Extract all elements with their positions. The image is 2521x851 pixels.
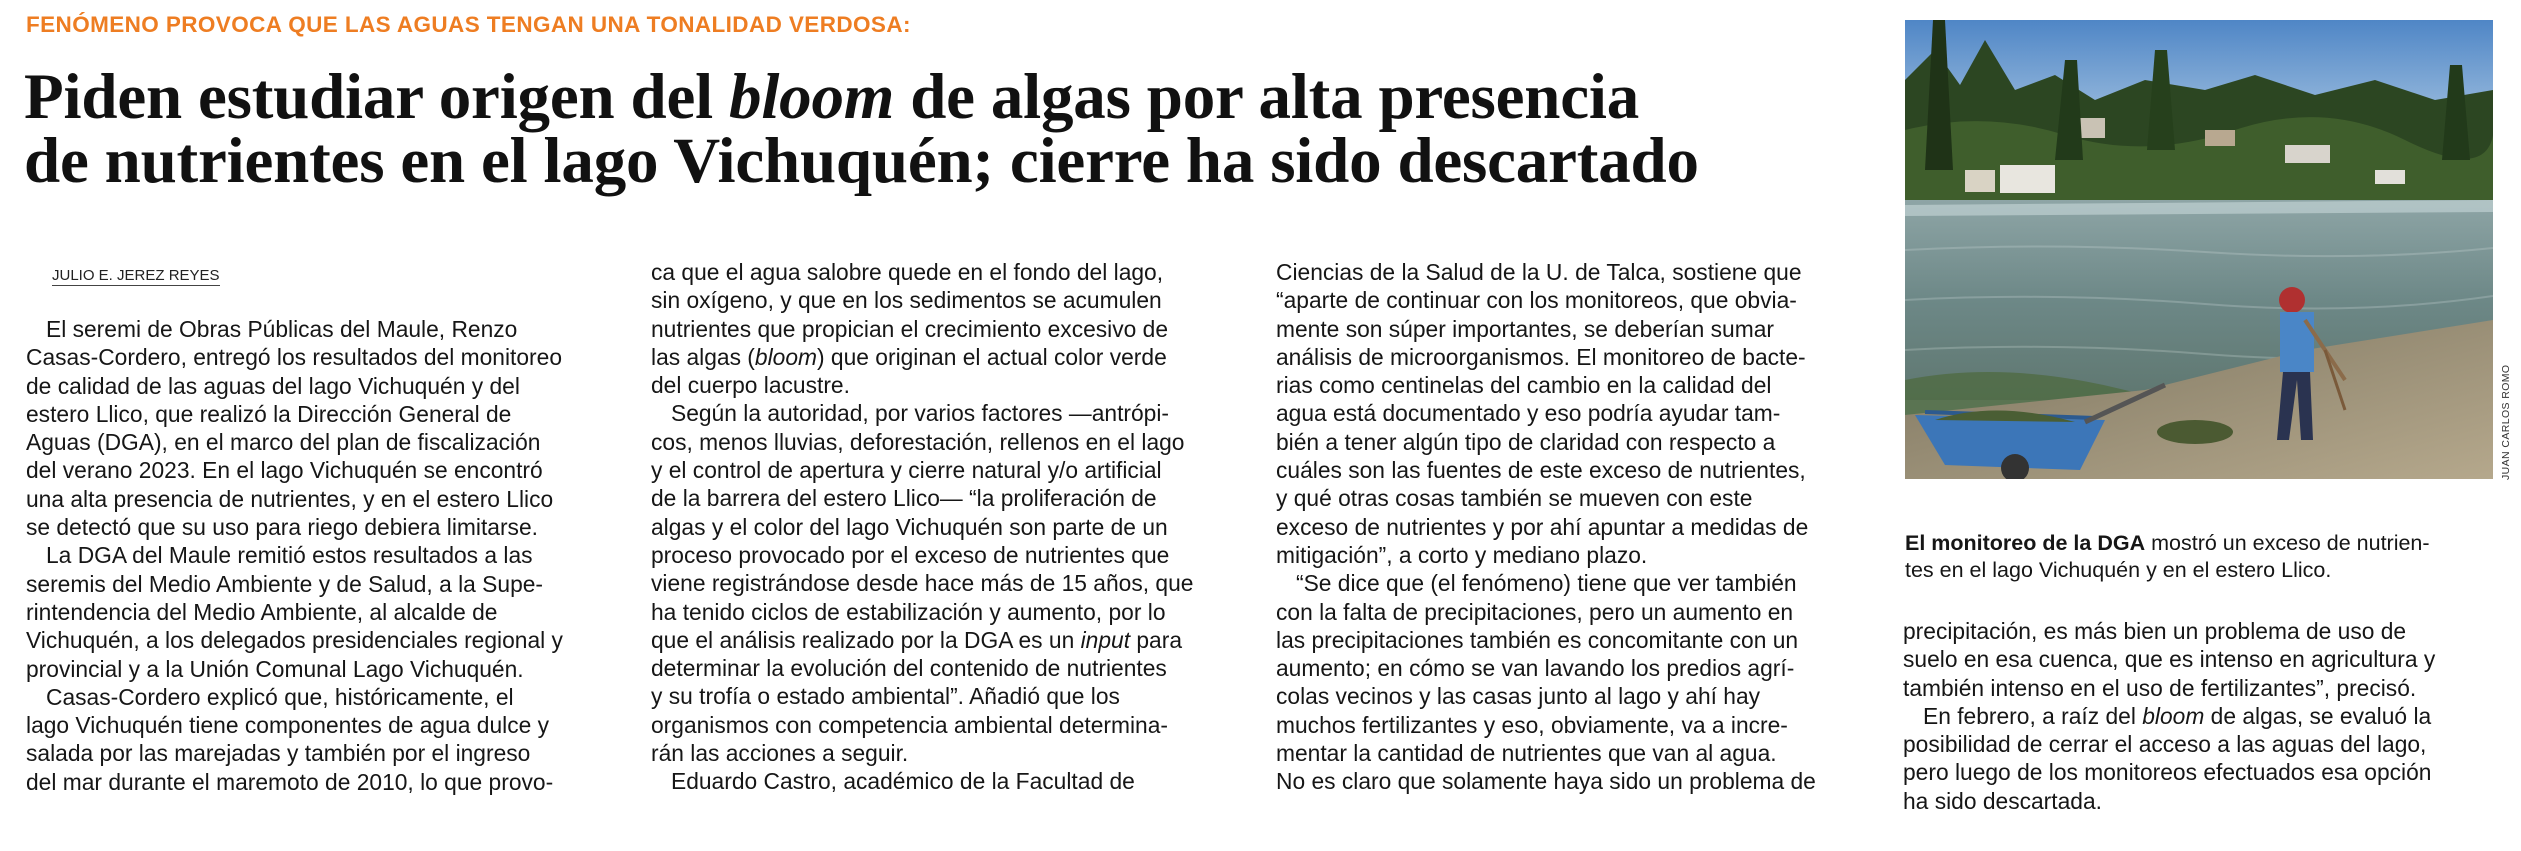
text-line: nutrientes que propician el crecimiento excesivo de	[651, 315, 1169, 342]
text-line: análisis de microorganismos. El monitoreo de bacte-	[1276, 343, 1806, 370]
text-line: provincial y a la Unión Comunal Lago Vichuquén.	[26, 655, 524, 682]
article-column-3	[1276, 258, 1816, 796]
italic-term: bloom	[754, 343, 817, 370]
headline-text: Piden estudiar origen del	[24, 61, 730, 133]
text-line: estero Llico, que realizó la Dirección General de	[26, 400, 512, 427]
text-line: muchos fertilizantes y eso, obviamente, va a incre-	[1276, 711, 1788, 738]
text-line: La DGA del Maule remitió estos resultados a las	[46, 542, 533, 569]
text-line: proceso provocado por el exceso de nutrientes que	[651, 541, 1170, 568]
headline-line-1	[24, 61, 1904, 133]
text-line: “Se dice que (el fenómeno) tiene que ver también	[1296, 570, 1797, 597]
text-line: No es claro que solamente haya sido un problema de	[1276, 768, 1816, 795]
lake-photo-image	[1905, 20, 2493, 479]
text-line: salada por las marejadas y también por el ingreso	[26, 740, 531, 767]
headline-italic-word: bloom	[729, 61, 895, 133]
text-line: seremis del Medio Ambiente y de Salud, a la Supe-	[26, 570, 544, 597]
text-fragment: las algas (	[651, 343, 755, 370]
text-line: de calidad de las aguas del lago Vichuquén y del	[26, 372, 520, 399]
text-line: colas vecinos y las casas junto al lago y ahí hay	[1276, 683, 1761, 710]
text-line: bién a tener algún tipo de claridad con respecto a	[1276, 428, 1776, 455]
caption-line	[1905, 530, 2430, 557]
headline	[24, 61, 1904, 197]
text-line: El seremi de Obras Públicas del Maule, Renzo	[46, 316, 518, 342]
text-line: de la barrera del estero Llico— “la proliferación de	[651, 485, 1157, 512]
text-line: con la falta de precipitaciones, pero un aumento en	[1276, 598, 1794, 625]
text-line: del mar durante el maremoto de 2010, lo que provo-	[26, 768, 554, 795]
text-line: sin oxígeno, y que en los sedimentos se acumulen	[651, 287, 1162, 314]
text-line: también intenso en el uso de fertilizantes”, precisó.	[1903, 674, 2417, 701]
text-line: ca que el agua salobre quede en el fondo del lago,	[651, 259, 1164, 285]
text-line: viene registrándose desde hace más de 15 años, que	[651, 570, 1194, 597]
text-line: del verano 2023. En el lago Vichuquén se encontró	[26, 457, 543, 484]
article-column-2	[651, 258, 1193, 796]
text-line: organismos con competencia ambiental determina-	[651, 711, 1168, 738]
text-line: se detectó que su uso para riego debiera limitarse.	[26, 514, 538, 541]
text-line: mente son súper importantes, se deberían sumar	[1276, 315, 1774, 342]
text-line	[651, 626, 1193, 654]
text-line: aumento; en cómo se van lavando los predios agrí-	[1276, 655, 1795, 682]
text-line: pero luego de los monitoreos efectuados esa opción	[1903, 759, 2432, 786]
text-line: cuáles son las fuentes de este exceso de nutrientes,	[1276, 457, 1806, 484]
text-line: Aguas (DGA), en el marco del plan de fiscalización	[26, 429, 541, 456]
text-line: algas y el color del lago Vichuquén son parte de un	[651, 513, 1168, 540]
text-line: Ciencias de la Salud de la U. de Talca, sostiene que	[1276, 259, 1802, 285]
headline-line-2: de nutrientes en el lago Vichuquén; cierre ha sido descartado	[24, 125, 1699, 197]
byline: JULIO E. JEREZ REYES	[52, 267, 220, 284]
text-line: ha sido descartada.	[1903, 787, 2102, 814]
text-line: Eduardo Castro, académico de la Facultad de	[671, 768, 1135, 795]
text-line: posibilidad de cerrar el acceso a las aguas del lago,	[1903, 731, 2427, 758]
article-column-1	[26, 315, 563, 796]
italic-term: bloom	[2142, 702, 2205, 729]
text-line: “aparte de continuar con los monitoreos, que obvia-	[1276, 287, 1797, 314]
lake-photo	[1905, 20, 2493, 479]
text-line: agua está documentado y eso podría ayudar tam-	[1276, 400, 1781, 427]
text-line: rias como centinelas del cambio en la calidad del	[1276, 372, 1772, 399]
text-line: lago Vichuquén tiene componentes de agua dulce y	[26, 712, 550, 739]
text-fragment: que el análisis realizado por la DGA es un	[651, 626, 1081, 653]
kicker: FENÓMENO PROVOCA QUE LAS AGUAS TENGAN UNA TONALIDAD VERDOSA:	[26, 12, 911, 37]
text-line: mentar la cantidad de nutrientes que van al agua.	[1276, 740, 1777, 767]
photo-credit: JUAN CARLOS ROMO	[2500, 364, 2512, 480]
text-line: cos, menos lluvias, deforestación, rellenos en el lago	[651, 428, 1185, 455]
photo-caption	[1905, 530, 2430, 584]
text-line: Según la autoridad, por varios factores —antrópi-	[671, 400, 1170, 427]
text-fragment: En febrero, a raíz del	[1923, 702, 2143, 729]
caption-line: tes en el lago Vichuquén y en el estero Llico.	[1905, 558, 2332, 582]
text-line	[651, 343, 1193, 371]
article-column-4	[1903, 617, 2435, 815]
text-line: Casas-Cordero explicó que, históricamente, el	[46, 683, 514, 710]
text-fragment: ) que originan el actual color verde	[817, 343, 1167, 370]
text-line: determinar la evolución del contenido de nutrientes	[651, 655, 1167, 682]
text-line: una alta presencia de nutrientes, y en el estero Llico	[26, 485, 554, 512]
text-line: del cuerpo lacustre.	[651, 372, 850, 399]
italic-term: input	[1080, 626, 1131, 653]
text-line: y qué otras cosas también se mueven con este	[1276, 485, 1753, 512]
text-fragment: de algas, se evaluó la	[2204, 702, 2432, 729]
caption-bold: El monitoreo de la DGA	[1905, 531, 2146, 555]
text-line: Vichuquén, a los delegados presidenciales regional y	[26, 627, 563, 654]
headline-text: de algas por alta presencia	[894, 61, 1640, 133]
caption-text: mostró un exceso de nutrien-	[2145, 531, 2430, 555]
text-line: rán las acciones a seguir.	[651, 740, 909, 767]
text-line: y el control de apertura y cierre natural y/o artificial	[651, 457, 1162, 484]
text-line: mitigación”, a corto y mediano plazo.	[1276, 541, 1648, 568]
text-line: precipitación, es más bien un problema de uso de	[1903, 618, 2407, 644]
text-line	[1903, 702, 2435, 730]
text-line: y su trofía o estado ambiental”. Añadió que los	[651, 683, 1120, 710]
text-line: rintendencia del Medio Ambiente, al alcalde de	[26, 598, 498, 625]
text-line: las precipitaciones también es concomitante con un	[1276, 626, 1799, 653]
text-line: Casas-Cordero, entregó los resultados del monitoreo	[26, 344, 563, 371]
text-line: ha tenido ciclos de estabilización y aumento, por lo	[651, 598, 1166, 625]
text-line: exceso de nutrientes y por ahí apuntar a medidas de	[1276, 513, 1809, 540]
text-line: suelo en esa cuenca, que es intenso en agricultura y	[1903, 646, 2436, 673]
text-fragment: para	[1130, 626, 1182, 653]
